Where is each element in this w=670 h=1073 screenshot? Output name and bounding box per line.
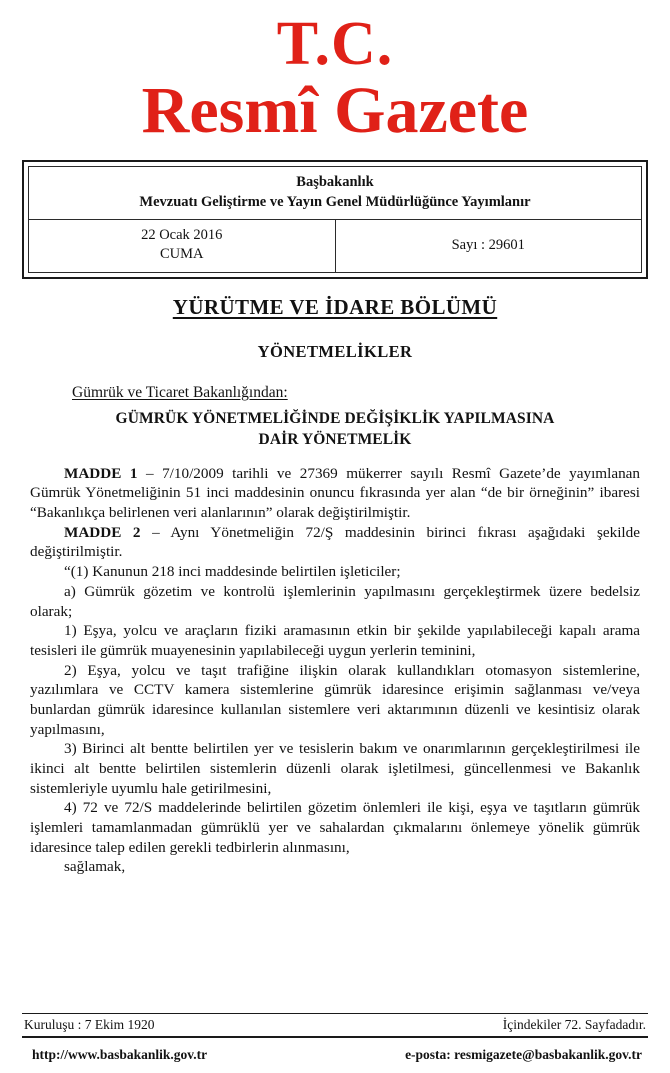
doc-title-line-2: DAİR YÖNETMELİK — [258, 430, 412, 448]
issuer-line — [0, 362, 670, 402]
issuer-ministry: Gümrük ve Ticaret Bakanlığından: — [72, 383, 288, 401]
gazette-info-box — [22, 160, 648, 279]
founded-date: Kuruluşu : 7 Ekim 1920 — [24, 1017, 155, 1032]
issue-number: Sayı : 29601 — [451, 236, 525, 253]
subsection-heading-regulations: YÖNETMELİKLER — [257, 341, 413, 361]
article-2-label: MADDE 2 — [64, 523, 141, 541]
clause-4-paragraph: 4) 72 ve 72/S maddelerinde belirtilen gözetim önlemleri ile kişi, eşya ve taşıtların gümrük işlemleri tamamlanmadan gümrüklü yer ve sahalardan çıkmalarını önlemeye yönelik gümrük idaresince talep edilen gerekli tedbirlerin alınmasını, — [30, 799, 640, 856]
doc-title-line-1: GÜMRÜK YÖNETMELİĞİNDE DEĞİŞİKLİK YAPILMASINA — [115, 409, 555, 427]
publisher-line-2: Mevzuatı Geliştirme ve Yayın Genel Müdürlüğünce Yayımlanır — [139, 193, 531, 210]
website-link[interactable]: http://www.basbakanlik.gov.tr — [32, 1047, 208, 1062]
publisher-cell — [29, 167, 642, 220]
publication-date: 22 Ocak 2016 — [141, 227, 223, 244]
issue-number-cell — [335, 220, 642, 273]
table-row — [29, 167, 642, 220]
publisher-line-1: Başbakanlık — [296, 174, 374, 191]
masthead — [0, 0, 670, 147]
article-1-paragraph — [30, 464, 640, 523]
article-1-text: – 7/10/2009 tarihli ve 27369 mükerrer sayılı Resmî Gazete’de yayımlanan Gümrük Yönetmeliğinin 51 inci maddesinin onuncu fıkrasında yer alan “de bir örneğinin” ibaresi “Bakanlıkça belirlenen veri alanlarının” olarak değiştirilmiştir. — [30, 464, 640, 522]
article-1-label: MADDE 1 — [64, 464, 138, 482]
article-2-text: – Aynı Yönetmeliğin 72/Ş maddesinin birinci fıkrası aşağıdaki şekilde değiştirilmiştir. — [30, 523, 640, 561]
footer-contact-row — [22, 1038, 648, 1063]
page-title — [0, 409, 670, 451]
clause-3-paragraph: 3) Birinci alt bentte belirtilen yer ve tesislerin bakım ve onarımlarının gerçekleştirilmesi ile ikinci alt bentte belirtilen sistemlerin düzenli olarak işletilmesi, güncellenmesi ve Bakanlık sistemleriyle uyumlu hale getirilmesini, — [30, 740, 640, 797]
section-heading-executive: YÜRÜTME VE İDARE BÖLÜMÜ — [172, 294, 498, 319]
footer-info-row — [22, 1014, 648, 1036]
clause-1-paragraph: 1) Eşya, yolcu ve araçların fiziki aramasının etkin bir şekilde yapılabileceği kapalı arama tesisleri ile gümrük muayenesinin yapılabileceği uygun yerlerin teminini, — [30, 622, 640, 659]
page-footer — [22, 1013, 648, 1063]
publication-date-cell — [29, 220, 336, 273]
masthead-title-resmi-gazete: Resmî Gazete — [141, 73, 529, 147]
contents-page-note: İçindekiler 72. Sayfadadır. — [502, 1017, 646, 1032]
clause-a-paragraph: a) Gümrük gözetim ve kontrolü işlemlerinin yapılmasını gerçekleştirmek üzere bedelsiz olarak; — [30, 582, 640, 620]
clause-2-paragraph: 2) Eşya, yolcu ve taşıt trafiğine ilişkin olarak kullandıkları otomasyon sistemlerine, yazılımlara ve CCTV kamera sistemlerine gümrük idaresince erişimin sağlanması ve/veya bunlardan gümrük idaresince kullanılan sistemlere veri aktarımının düzenli ve kesintisiz olarak yapılmasını, — [30, 661, 640, 738]
article-2-paragraph — [30, 523, 640, 562]
publication-weekday: CUMA — [159, 246, 204, 263]
document-body — [30, 464, 640, 877]
masthead-title-tc: T.C. — [276, 10, 394, 78]
table-row — [29, 220, 642, 273]
clause-closing-paragraph: sağlamak, — [64, 858, 126, 876]
gazette-info-table — [28, 166, 642, 273]
clause-intro-paragraph: “(1) Kanunun 218 inci maddesinde belirtilen işleticiler; — [64, 563, 401, 581]
email-link[interactable]: e-posta: resmigazete@basbakanlik.gov.tr — [405, 1047, 642, 1062]
